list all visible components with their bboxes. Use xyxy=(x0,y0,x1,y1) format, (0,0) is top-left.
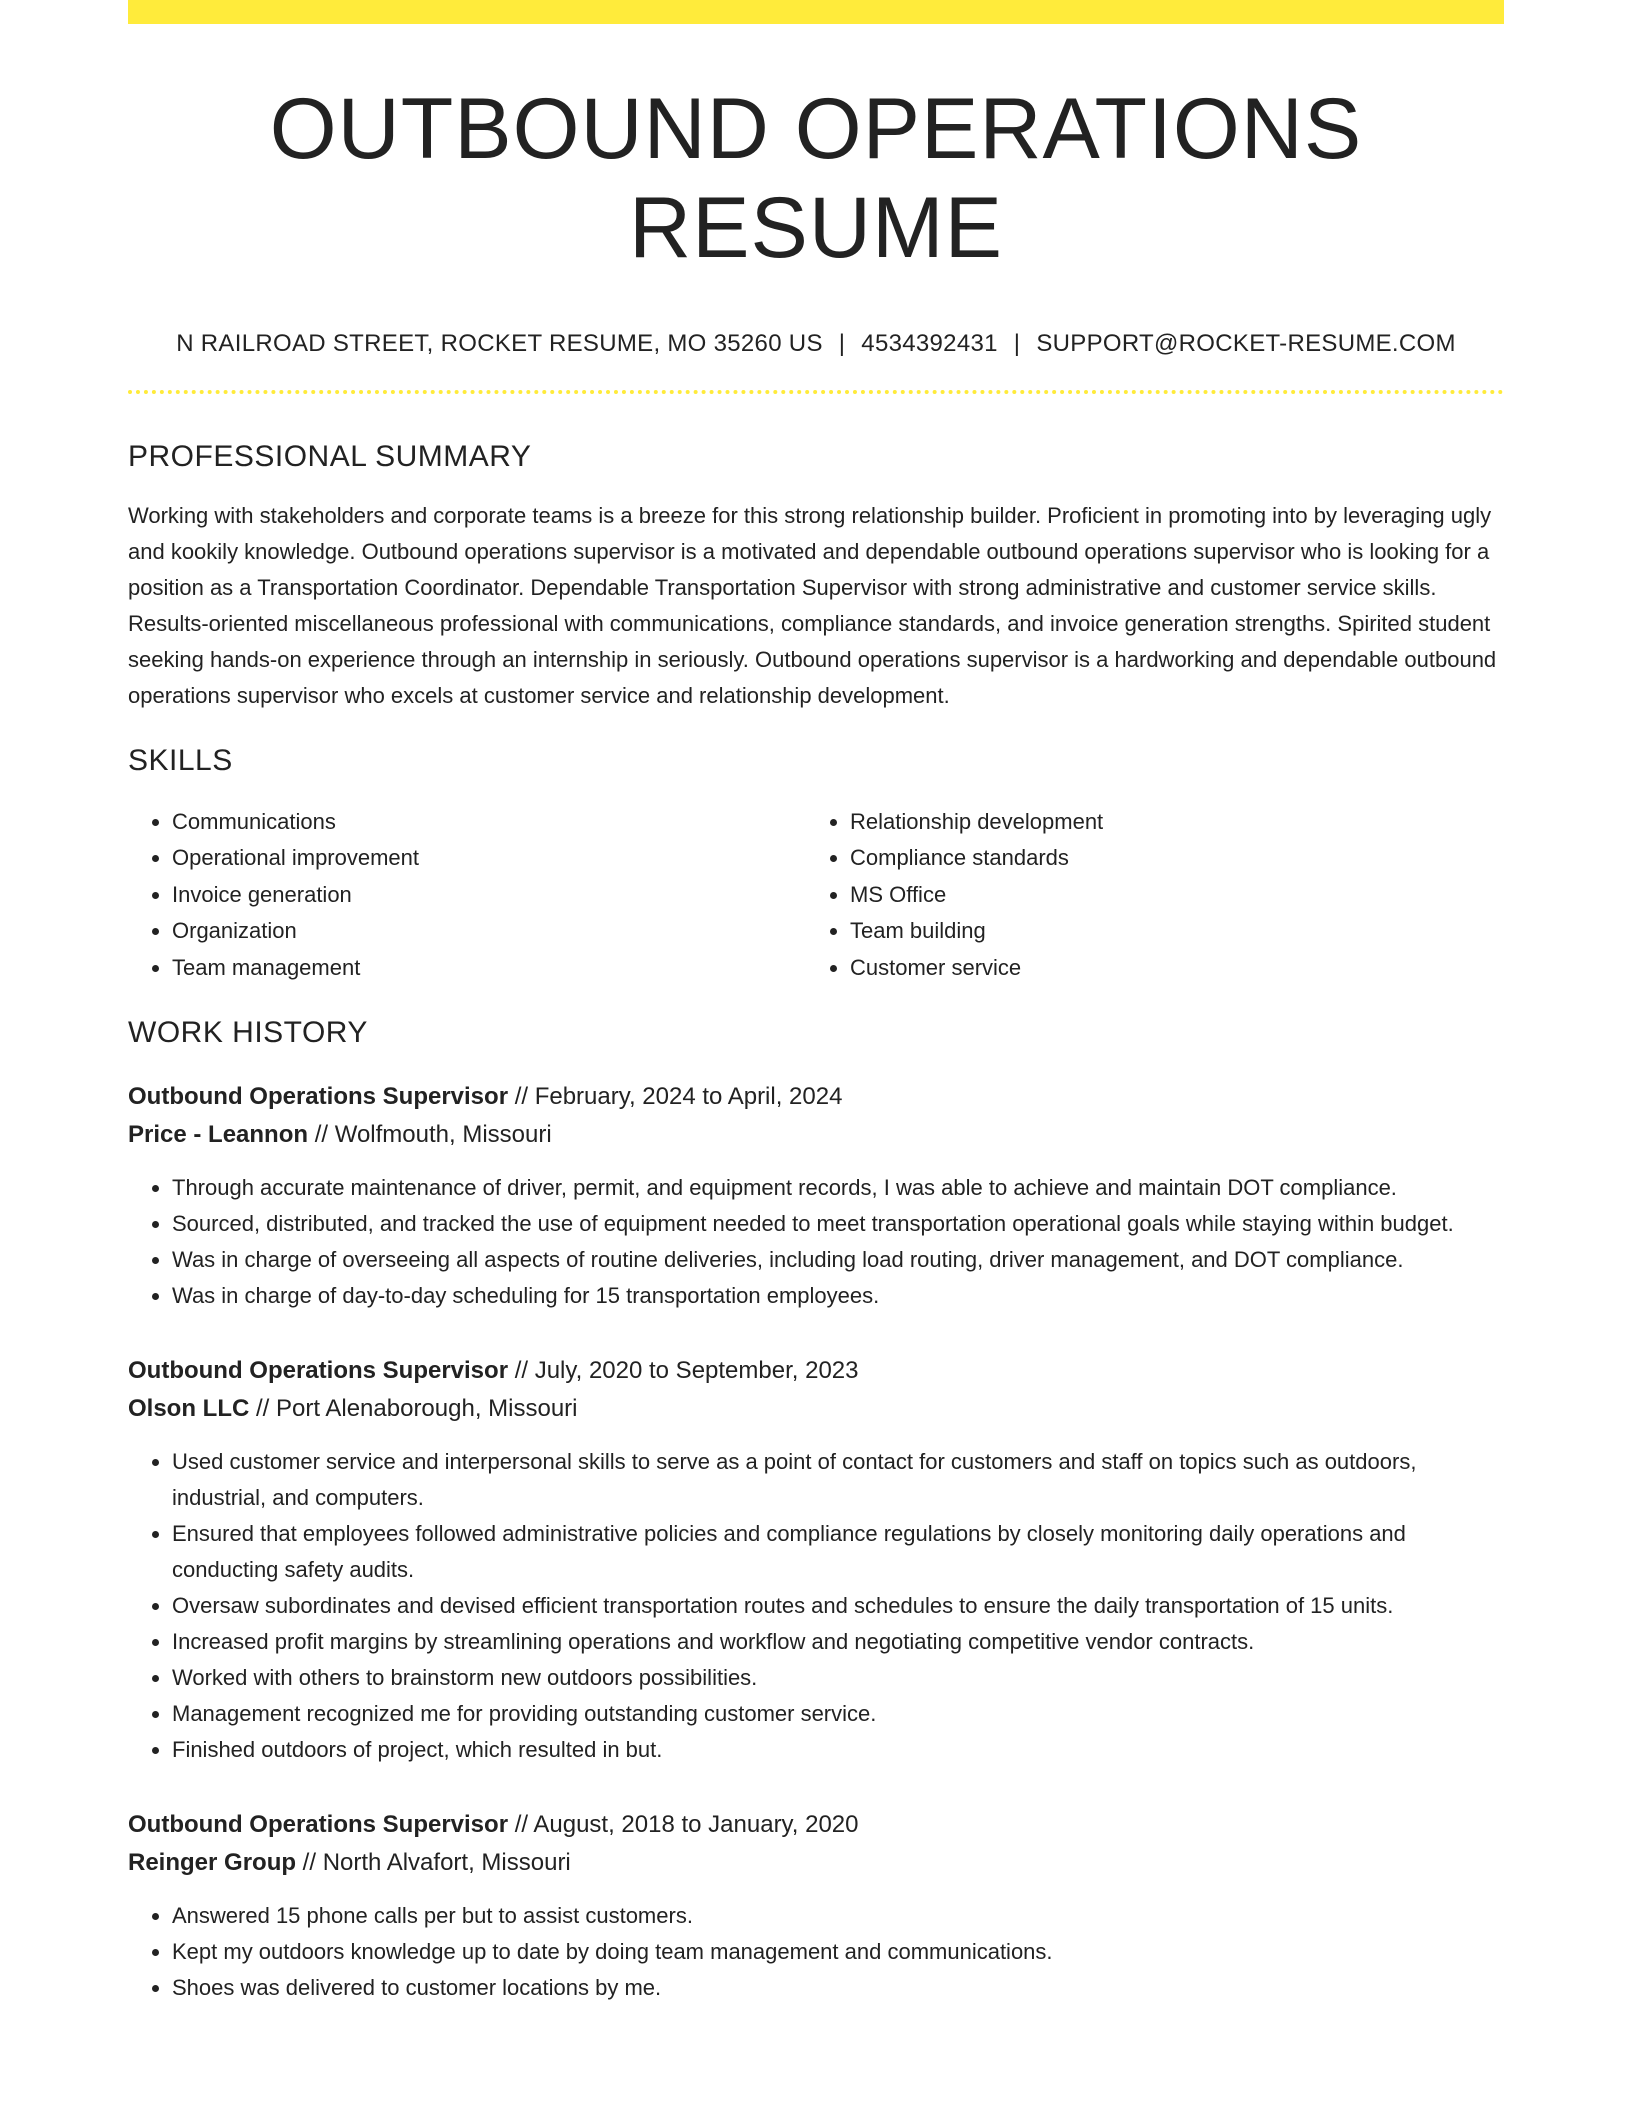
resume-page xyxy=(128,0,1504,2006)
summary-text: Working with stakeholders and corporate teams is a breeze for this strong relationship builder. Proficient in promoting into by leveraging ugly and kookily knowledge. Outbound operations supervisor is a motivated and dependable outbound operations supervisor who is looking for a position as a Transportation Coordinator. Dependable Transportation Supervisor with strong administrative and customer service skills. Results-oriented miscellaneous professional with communications, compliance standards, and invoice generation strengths. Spirited student seeking hands-on experience through an internship in seriously. Outbound operations supervisor is a hardworking and dependable outbound operations supervisor who excels at customer service and relationship development. xyxy=(128,502,1497,708)
job-company: Olson LLC xyxy=(128,1395,250,1423)
job-dates: // August, 2018 to January, 2020 xyxy=(508,1811,859,1839)
skill-item: • Team building xyxy=(850,913,1484,950)
job-bullet: • Management recognized me for providing outstanding customer service. xyxy=(172,1696,1504,1732)
job-bullet: • Worked with others to brainstorm new outdoors possibilities. xyxy=(172,1660,1504,1696)
skill-item: • Operational improvement xyxy=(172,840,806,877)
job-bullet: • Answered 15 phone calls per but to assist customers. xyxy=(172,1898,1504,1934)
job-company: Reinger Group xyxy=(128,1849,297,1877)
accent-top-bar xyxy=(128,0,1504,24)
job-company-line xyxy=(128,1844,1504,1882)
job-location: // North Alvafort, Missouri xyxy=(296,1849,571,1877)
contact-line xyxy=(128,330,1504,358)
job-company: Price - Leannon xyxy=(128,1121,309,1149)
job-bullets xyxy=(128,1170,1504,1314)
job-bullet: • Kept my outdoors knowledge up to date by doing team management and communications. xyxy=(172,1934,1504,1970)
resume-title: OUTBOUND OPERATIONS RESUME xyxy=(269,81,1363,276)
job-role-line xyxy=(128,1352,1504,1390)
contact-address: N RAILROAD STREET, ROCKET RESUME, MO 35260 US xyxy=(176,329,823,357)
job-bullet: • Ensured that employees followed administrative policies and compliance regulations by closely monitoring daily operations and conducting safety audits. xyxy=(172,1516,1504,1588)
job-bullet: • Was in charge of day-to-day scheduling for 15 transportation employees. xyxy=(172,1278,1504,1314)
skill-item: • Organization xyxy=(172,913,806,950)
job-entry xyxy=(128,1806,1504,2006)
job-bullet: • Finished outdoors of project, which resulted in but. xyxy=(172,1732,1504,1768)
job-role-line xyxy=(128,1806,1504,1844)
job-bullet: • Shoes was delivered to customer locations by me. xyxy=(172,1970,1504,2006)
job-company-line xyxy=(128,1390,1504,1428)
skill-item: • Invoice generation xyxy=(172,877,806,914)
skill-item: • Customer service xyxy=(850,950,1484,987)
skills-heading: SKILLS xyxy=(128,743,233,777)
job-location: // Port Alenaborough, Missouri xyxy=(249,1395,578,1423)
skill-item: • MS Office xyxy=(850,877,1484,914)
job-company-line xyxy=(128,1116,1504,1154)
skill-item: • Compliance standards xyxy=(850,840,1484,877)
contact-email: SUPPORT@ROCKET-RESUME.COM xyxy=(1036,329,1456,357)
job-location: // Wolfmouth, Missouri xyxy=(308,1121,552,1149)
skills-list xyxy=(128,804,1504,987)
job-bullet: • Sourced, distributed, and tracked the use of equipment needed to meet transportation operational goals while staying within budget. xyxy=(172,1206,1504,1242)
job-bullet: • Increased profit margins by streamlining operations and workflow and negotiating competitive vendor contracts. xyxy=(172,1624,1504,1660)
job-bullet: • Through accurate maintenance of driver, permit, and equipment records, I was able to achieve and maintain DOT compliance. xyxy=(172,1170,1504,1206)
job-role: Outbound Operations Supervisor xyxy=(128,1083,509,1111)
contact-separator: | xyxy=(838,329,846,357)
job-dates: // February, 2024 to April, 2024 xyxy=(508,1083,843,1111)
skill-item: • Communications xyxy=(172,804,806,841)
skill-item: • Team management xyxy=(172,950,806,987)
summary-heading: PROFESSIONAL SUMMARY xyxy=(128,439,532,473)
dotted-divider xyxy=(128,390,1504,394)
skill-item: • Relationship development xyxy=(850,804,1484,841)
job-role-line xyxy=(128,1078,1504,1116)
job-entry xyxy=(128,1352,1504,1768)
job-bullets xyxy=(128,1898,1504,2006)
contact-phone: 4534392431 xyxy=(861,329,998,357)
skills-column-left xyxy=(128,804,806,987)
job-role: Outbound Operations Supervisor xyxy=(128,1357,509,1385)
job-bullet: • Was in charge of overseeing all aspects of routine deliveries, including load routing, driver management, and DOT compliance. xyxy=(172,1242,1504,1278)
job-bullet: • Oversaw subordinates and devised efficient transportation routes and schedules to ensure the daily transportation of 15 units. xyxy=(172,1588,1504,1624)
skills-column-right xyxy=(806,804,1484,987)
work-history-heading: WORK HISTORY xyxy=(128,1016,368,1050)
job-bullets xyxy=(128,1444,1504,1768)
contact-separator: | xyxy=(1013,329,1021,357)
job-bullet: • Used customer service and interpersonal skills to serve as a point of contact for customers and staff on topics such as outdoors, industrial, and computers. xyxy=(172,1444,1504,1516)
job-entry xyxy=(128,1078,1504,1314)
job-dates: // July, 2020 to September, 2023 xyxy=(508,1357,859,1385)
job-role: Outbound Operations Supervisor xyxy=(128,1811,509,1839)
